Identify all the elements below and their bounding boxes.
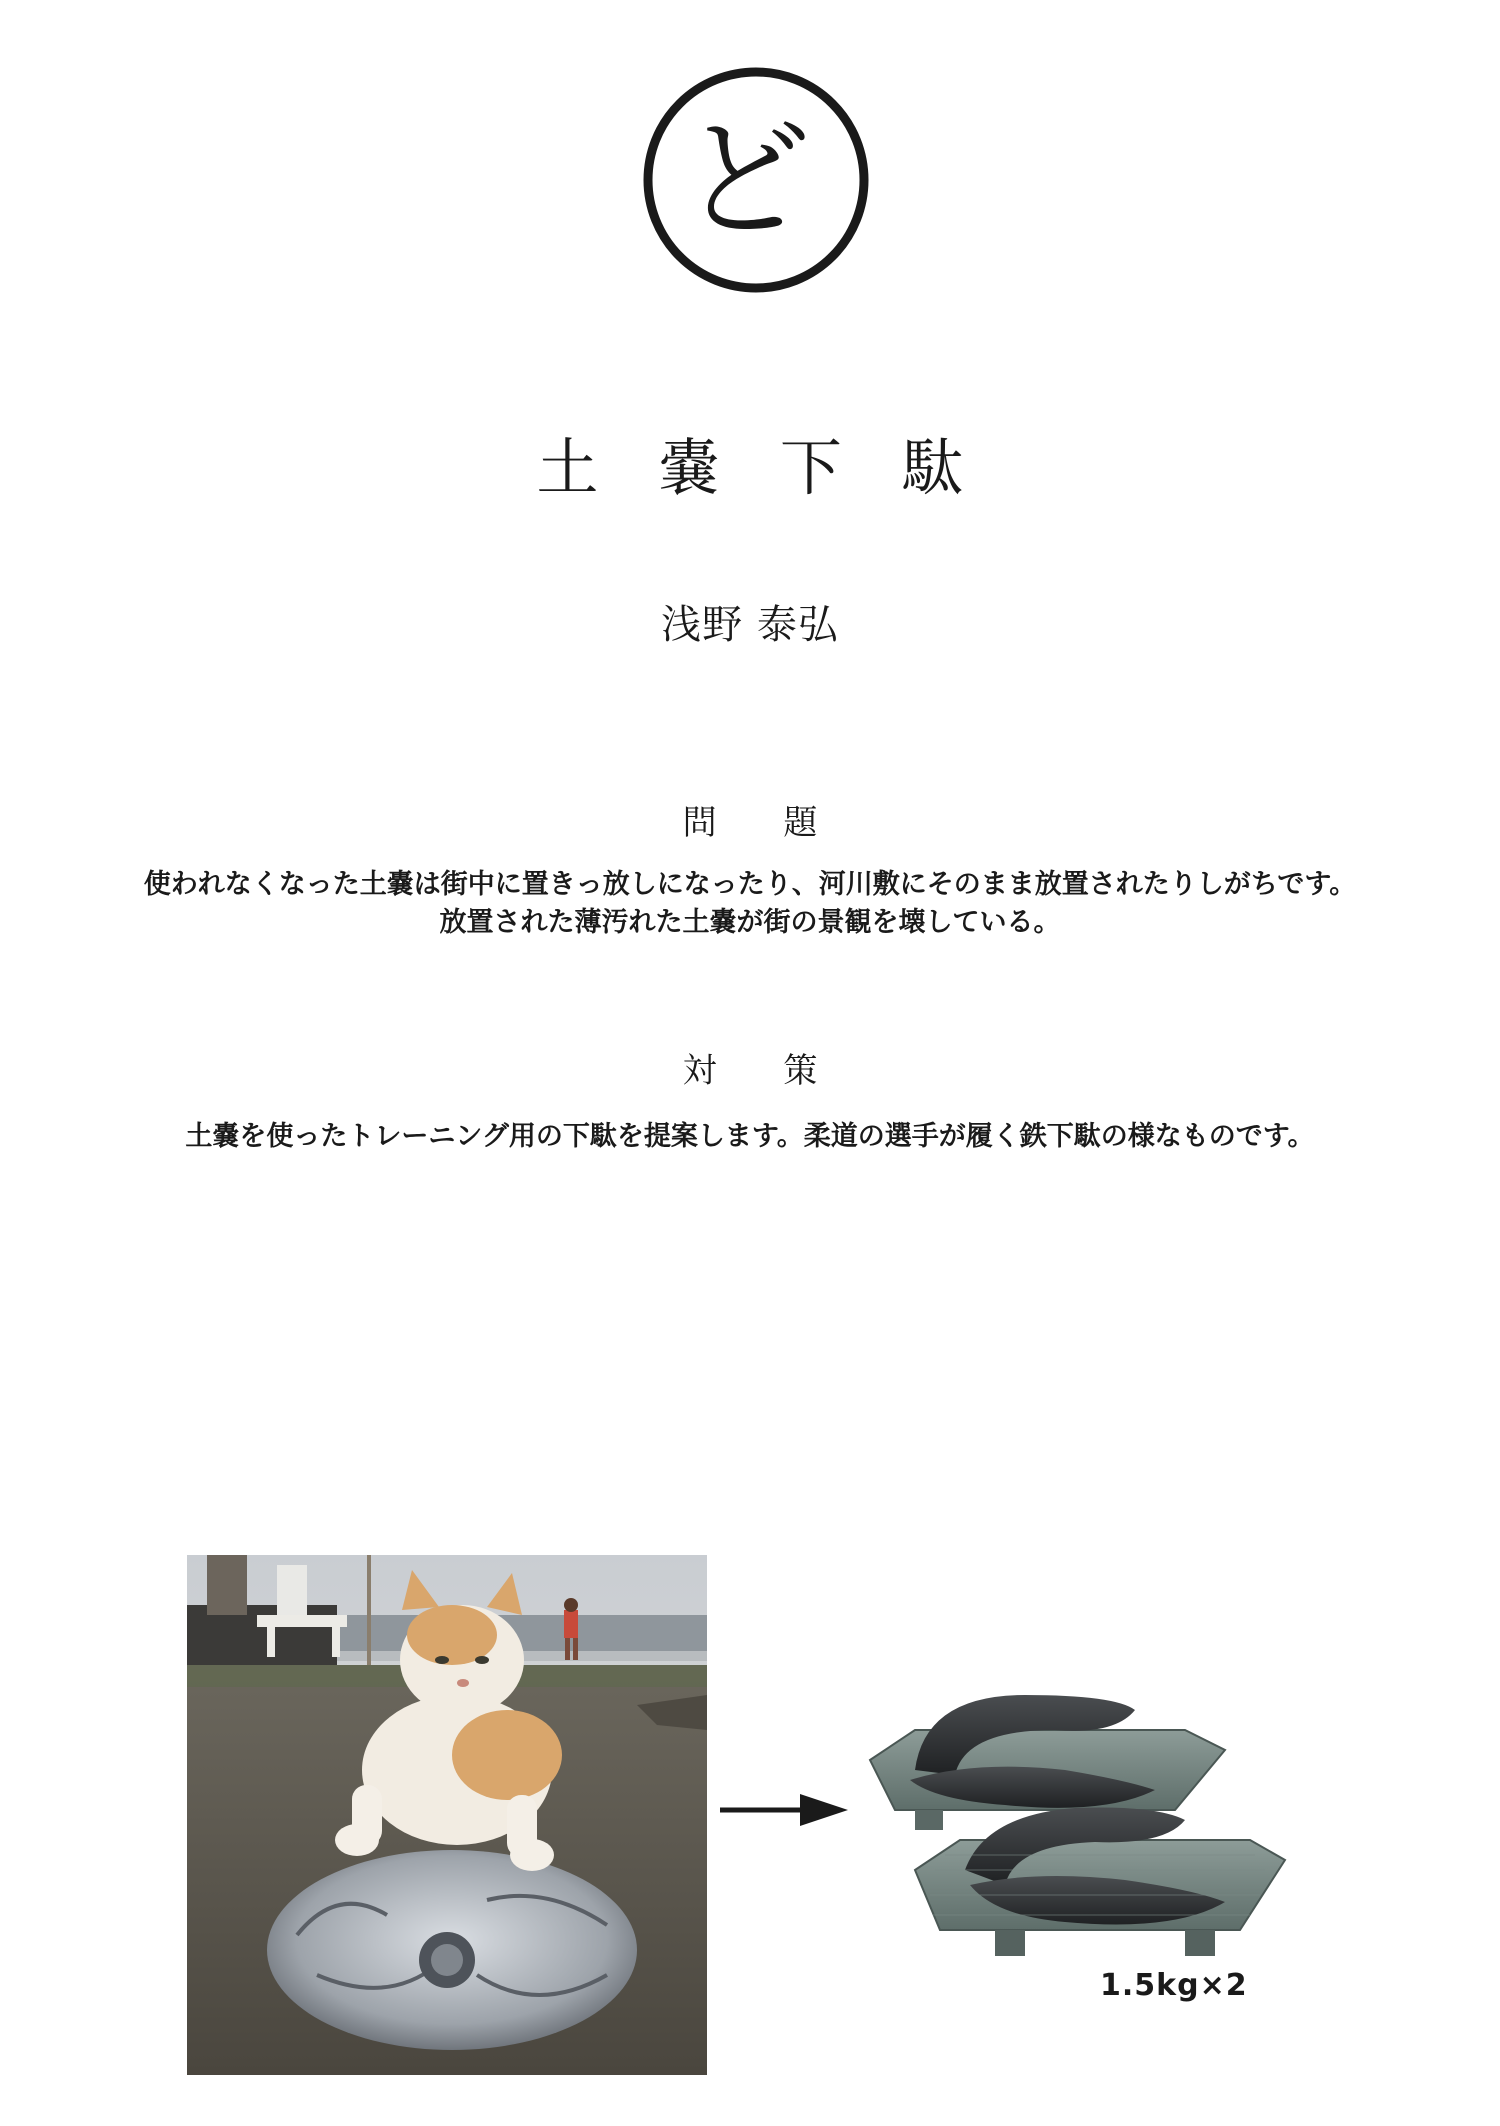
page-title: 土 嚢 下 駄 bbox=[536, 431, 984, 504]
sandbag-geta-render bbox=[855, 1640, 1295, 1980]
do-circle-logo-icon bbox=[640, 64, 872, 296]
solution-line-1: 土嚢を使ったトレーニング用の下駄を提案します。柔道の選手が履く鉄下駄の様なものです。 bbox=[185, 1121, 1315, 1152]
right-arrow-icon bbox=[720, 1790, 850, 1830]
author-name: 浅野 泰弘 bbox=[661, 602, 839, 648]
problem-line-1: 使われなくなった土嚢は街中に置きっ放しになったり、河川敷にそのまま放置されたりしがちです。 bbox=[143, 869, 1357, 900]
problem-heading: 問 題 bbox=[682, 803, 846, 843]
svg-text:ど: ど bbox=[680, 103, 812, 255]
weight-label: 1.5kg×2 bbox=[1100, 1968, 1248, 2003]
cat-on-sandbag-photo bbox=[187, 1555, 707, 2075]
problem-line-2: 放置された薄汚れた土嚢が街の景観を壊している。 bbox=[439, 907, 1061, 938]
solution-heading: 対 策 bbox=[682, 1051, 846, 1091]
